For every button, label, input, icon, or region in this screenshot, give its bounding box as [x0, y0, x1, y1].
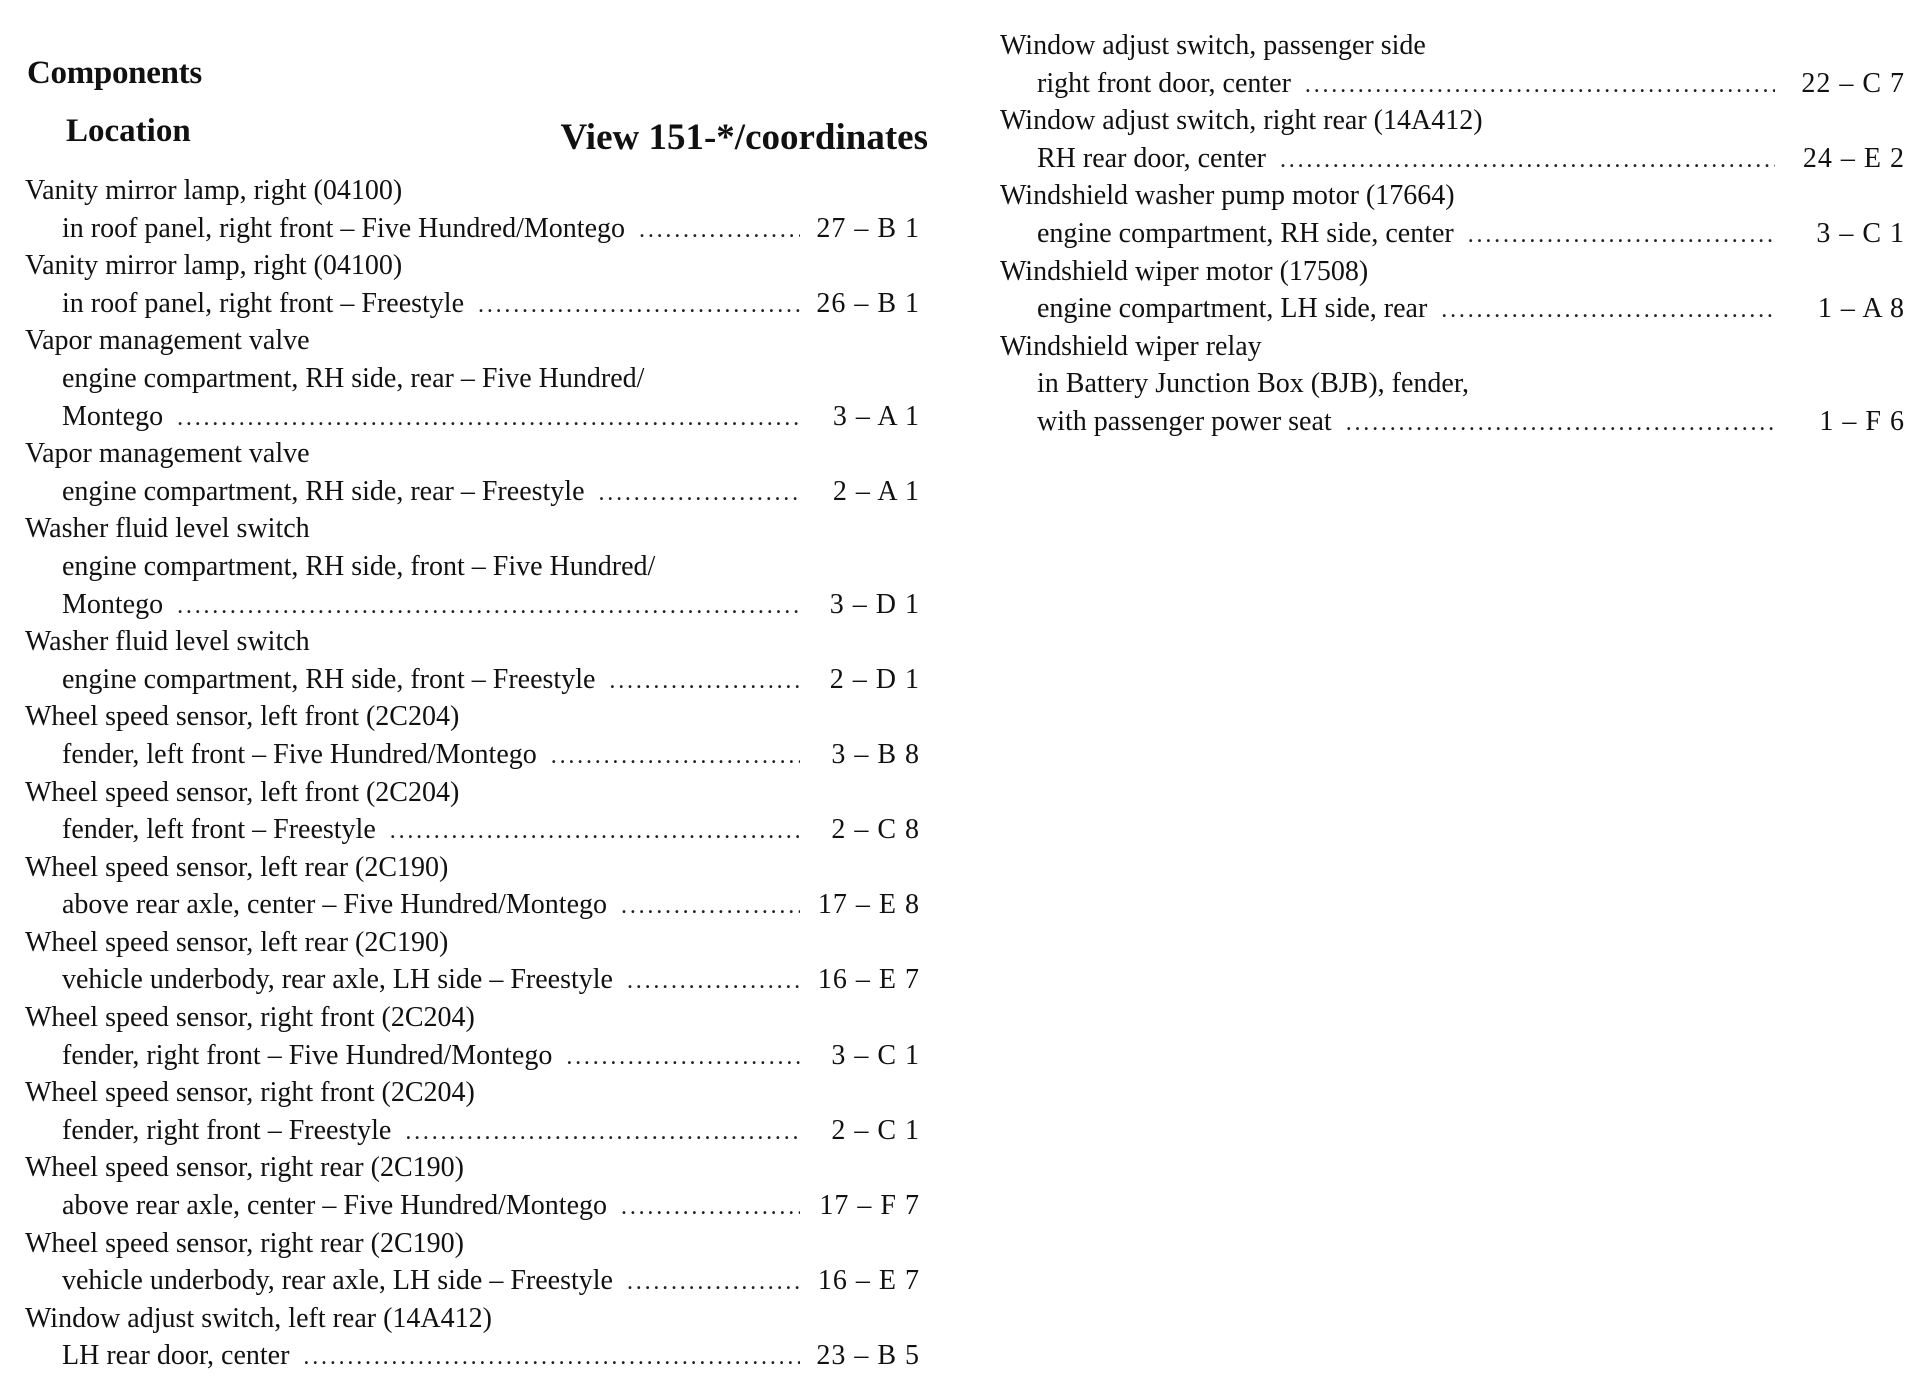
component-name: Vanity mirror lamp, right (04100) [25, 250, 403, 282]
location-text: engine compartment, LH side, rear [1037, 293, 1428, 325]
dot-leader [609, 663, 800, 701]
component-entry [25, 1225, 925, 1300]
location-text: Montego [62, 400, 164, 432]
component-location [25, 961, 920, 999]
component-location [25, 210, 920, 248]
dot-leader [405, 1114, 800, 1152]
component-entry [25, 322, 925, 435]
component-name: Washer fluid level switch [25, 626, 310, 658]
location-text: engine compartment, RH side, center [1037, 217, 1454, 249]
view-coordinate: 17 – F 7 [819, 1190, 920, 1222]
dot-leader [1346, 405, 1775, 443]
view-coordinate: 3 – D 1 [829, 588, 920, 620]
component-location [1000, 140, 1905, 178]
dot-leader [551, 738, 800, 776]
view-coordinate: 1 – F 6 [1819, 405, 1905, 437]
location-text: in roof panel, right front – Five Hundred/Montego [62, 212, 626, 244]
dot-leader [566, 1039, 800, 1077]
dot-leader [390, 813, 800, 851]
component-entry [25, 999, 925, 1074]
dot-leader [177, 400, 800, 438]
component-entry [25, 510, 925, 623]
component-entry [25, 1300, 925, 1375]
location-text: above rear axle, center – Five Hundred/Montego [62, 1190, 608, 1222]
left-column [25, 172, 925, 1375]
dot-leader [1280, 142, 1775, 180]
component-location [25, 285, 920, 323]
component-location [1000, 215, 1905, 253]
column-header-location: Location [66, 113, 191, 149]
component-entry [1000, 253, 1905, 328]
location-text: engine compartment, RH side, rear – Five Hundred/ [62, 362, 645, 394]
component-location [25, 1037, 920, 1075]
dot-leader [1305, 67, 1775, 105]
dot-leader [177, 588, 800, 626]
location-text: above rear axle, center – Five Hundred/Montego [62, 889, 608, 921]
component-entry [1000, 177, 1905, 252]
component-name: Wheel speed sensor, right front (2C204) [25, 1077, 475, 1109]
location-text: vehicle underbody, rear axle, LH side – Freestyle [62, 1265, 613, 1297]
component-location [25, 1262, 920, 1300]
page-title: Components [27, 55, 202, 91]
dot-leader [599, 475, 801, 513]
dot-leader [621, 1189, 800, 1227]
view-coordinate: 24 – E 2 [1802, 142, 1905, 174]
location-text: engine compartment, RH side, front – Freestyle [62, 663, 596, 695]
component-location [25, 886, 920, 924]
component-entry [25, 774, 925, 849]
dot-leader [478, 287, 800, 325]
component-entry [25, 1149, 925, 1224]
component-name: Wheel speed sensor, left front (2C204) [25, 776, 460, 808]
view-coordinate: 3 – C 1 [1816, 217, 1905, 249]
component-name: Wheel speed sensor, right rear (2C190) [25, 1227, 464, 1259]
component-entry [25, 924, 925, 999]
dot-leader [1468, 217, 1775, 255]
component-name: Washer fluid level switch [25, 513, 310, 545]
dot-leader [639, 212, 800, 250]
component-location [25, 360, 920, 398]
location-text: fender, right front – Five Hundred/Montego [62, 1039, 553, 1071]
column-header-view-coordinates: View 151-*/coordinates [560, 117, 928, 158]
component-location [25, 548, 920, 586]
component-name: Windshield washer pump motor (17664) [1000, 180, 1455, 212]
location-text: in Battery Junction Box (BJB), fender, [1037, 368, 1470, 400]
dot-leader [1441, 292, 1775, 330]
component-location [1000, 365, 1905, 403]
view-coordinate: 2 – C 1 [831, 1114, 920, 1146]
component-entry [25, 247, 925, 322]
location-text: fender, right front – Freestyle [62, 1114, 392, 1146]
component-location [25, 661, 920, 699]
view-coordinate: 3 – C 1 [831, 1039, 920, 1071]
component-name: Vapor management valve [25, 438, 310, 470]
component-location [1000, 290, 1905, 328]
component-location [25, 736, 920, 774]
component-location [25, 1337, 920, 1375]
location-text: engine compartment, RH side, front – Five Hundred/ [62, 550, 656, 582]
dot-leader [627, 963, 800, 1001]
dot-leader [303, 1339, 800, 1377]
component-location [25, 1112, 920, 1150]
location-text: fender, left front – Five Hundred/Montego [62, 738, 537, 770]
view-coordinate: 17 – E 8 [817, 889, 920, 921]
location-text: in roof panel, right front – Freestyle [62, 287, 465, 319]
component-entry [25, 623, 925, 698]
view-coordinate: 2 – C 8 [831, 814, 920, 846]
view-coordinate: 16 – E 7 [817, 1265, 920, 1297]
component-location [1000, 65, 1905, 103]
component-name: Vanity mirror lamp, right (04100) [25, 175, 403, 206]
component-entry [25, 1074, 925, 1149]
component-name: Vapor management valve [25, 325, 310, 357]
component-name: Windshield wiper relay [1000, 330, 1262, 362]
view-coordinate: 3 – B 8 [831, 738, 920, 770]
view-coordinate: 3 – A 1 [832, 400, 920, 432]
component-location [25, 811, 920, 849]
component-name: Window adjust switch, passenger side [1000, 30, 1426, 61]
component-name: Windshield wiper motor (17508) [1000, 255, 1369, 287]
location-text: right front door, center [1037, 67, 1291, 99]
dot-leader [627, 1264, 800, 1302]
component-entry [1000, 27, 1905, 102]
view-coordinate: 27 – B 1 [816, 212, 920, 244]
location-text: engine compartment, RH side, rear – Freestyle [62, 475, 585, 507]
component-location [25, 586, 920, 624]
component-name: Window adjust switch, left rear (14A412) [25, 1302, 492, 1334]
component-name: Wheel speed sensor, left front (2C204) [25, 701, 460, 733]
component-entry [25, 698, 925, 773]
component-location [1000, 403, 1905, 441]
location-text: Montego [62, 588, 164, 620]
component-entry [25, 172, 925, 247]
component-name: Wheel speed sensor, right front (2C204) [25, 1002, 475, 1034]
component-entry [25, 435, 925, 510]
view-coordinate: 1 – A 8 [1817, 293, 1905, 325]
location-text: LH rear door, center [62, 1340, 290, 1372]
component-entry [25, 849, 925, 924]
component-location [25, 473, 920, 511]
location-text: vehicle underbody, rear axle, LH side – Freestyle [62, 964, 613, 996]
view-coordinate: 22 – C 7 [1801, 67, 1905, 99]
component-name: Window adjust switch, right rear (14A412) [1000, 105, 1483, 137]
location-text: fender, left front – Freestyle [62, 814, 376, 846]
component-location [25, 1187, 920, 1225]
view-coordinate: 23 – B 5 [816, 1340, 920, 1372]
view-coordinate: 16 – E 7 [817, 964, 920, 996]
location-text: with passenger power seat [1037, 405, 1332, 437]
component-entry [1000, 102, 1905, 177]
dot-leader [621, 888, 800, 926]
component-name: Wheel speed sensor, right rear (2C190) [25, 1152, 464, 1184]
component-name: Wheel speed sensor, left rear (2C190) [25, 926, 449, 958]
component-entry [1000, 328, 1905, 441]
component-location [25, 398, 920, 436]
component-name: Wheel speed sensor, left rear (2C190) [25, 851, 449, 883]
location-text: RH rear door, center [1037, 142, 1266, 174]
view-coordinate: 2 – A 1 [832, 475, 920, 507]
view-coordinate: 26 – B 1 [816, 287, 920, 319]
view-coordinate: 2 – D 1 [829, 663, 920, 695]
right-column [1000, 27, 1905, 441]
